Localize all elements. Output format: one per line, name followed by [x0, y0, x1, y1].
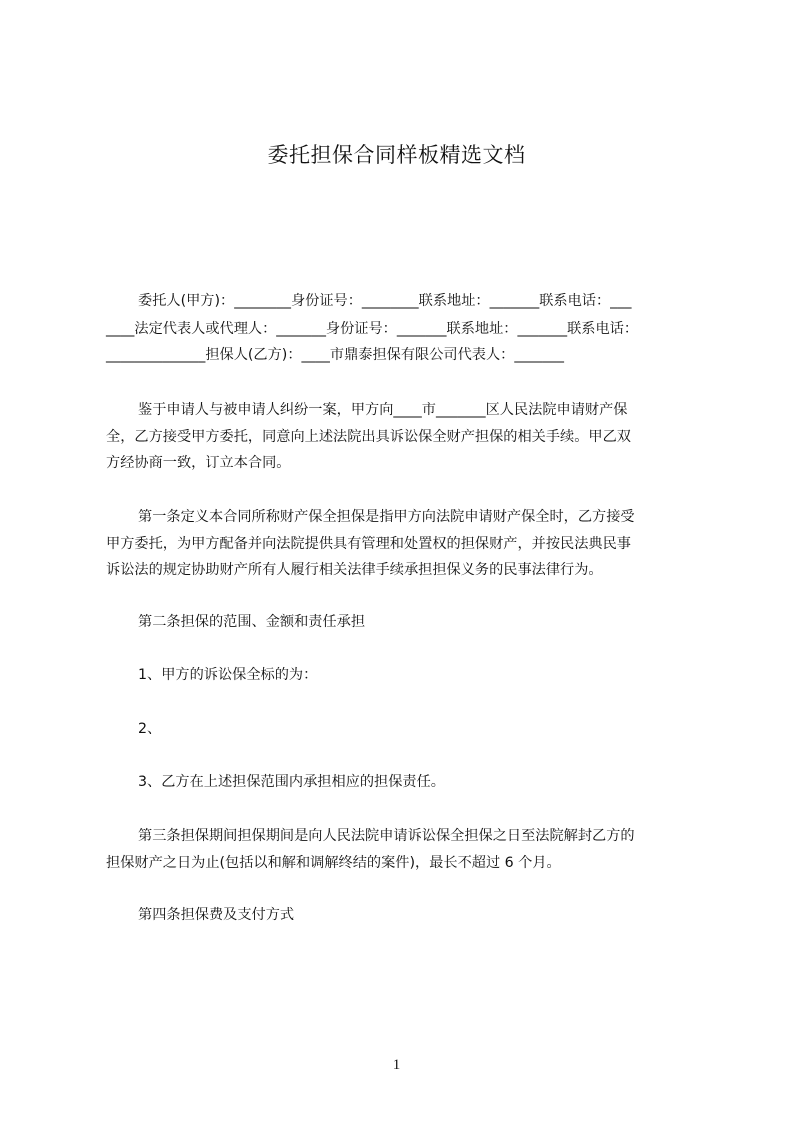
- parties-line-1: 委托人(甲方)：________身份证号：________联系地址：_______联系电话：___: [138, 293, 632, 309]
- article3-line-1: 第三条担保期间担保期间是向人民法院申请诉讼保全担保之日至法院解封乙方的: [138, 828, 635, 844]
- preamble-line-3: 方经协商一致，订立本合同。: [106, 455, 291, 471]
- article3-line-2: 担保财产之日为止(包括以和解和调解终结的案件)，最长不超过 6 个月。: [106, 855, 561, 871]
- article1-line-2: 甲方委托，为甲方配备并向法院提供具有管理和处置权的担保财产，并按民法典民事: [106, 536, 631, 552]
- article2-item-3: 3、乙方在上述担保范围内承担相应的担保责任。: [138, 774, 445, 790]
- article1-line-3: 诉讼法的规定协助财产所有人履行相关法律手续承担担保义务的民事法律行为。: [106, 562, 603, 578]
- preamble-line-1: 鉴于申请人与被申请人纠纷一案，甲方向____市_______区人民法院申请财产保: [138, 402, 628, 418]
- article1-line-1: 第一条定义本合同所称财产保全担保是指甲方向法院申请财产保全时，乙方接受: [138, 509, 635, 525]
- document-title: 委托担保合同样板精选文档: [267, 143, 526, 167]
- article4-heading: 第四条担保费及支付方式: [138, 907, 295, 923]
- parties-line-3: ______________担保人(乙方)：____市鼎泰担保有限公司代表人：_______: [106, 347, 564, 363]
- parties-line-2: ____法定代表人或代理人：_______身份证号：_______联系地址：_______联系电话：: [106, 321, 639, 337]
- article2-item-2: 2、: [138, 721, 162, 737]
- preamble-line-2: 全，乙方接受甲方委托，同意向上述法院出具诉讼保全财产担保的相关手续。甲乙双: [106, 429, 631, 445]
- page-number: 1: [392, 1057, 401, 1073]
- article2-item-1: 1、甲方的诉讼保全标的为：: [138, 667, 318, 683]
- article2-heading: 第二条担保的范围、金额和责任承担: [138, 614, 366, 630]
